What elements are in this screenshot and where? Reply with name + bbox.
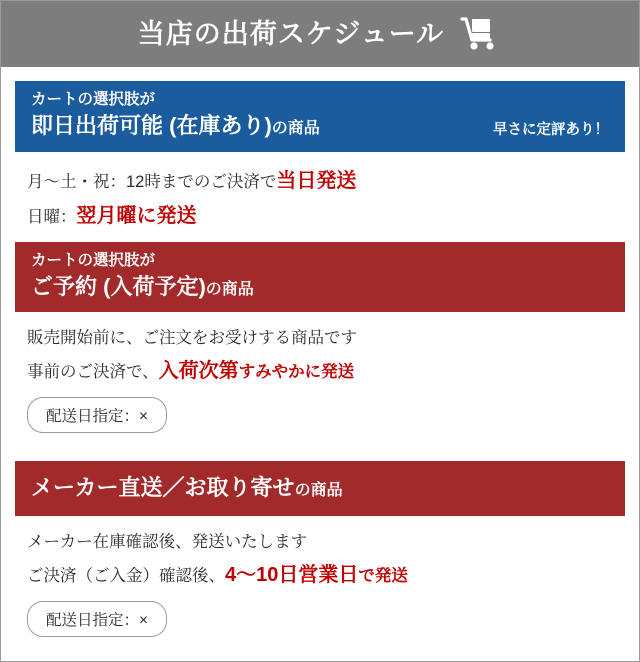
note-highlight-small: で発送 [358,567,408,586]
delivery-date-pill: 配送日指定：× [27,397,167,433]
band-main-label [31,473,609,503]
note-line [27,201,617,232]
delivery-date-pill: 配送日指定：× [27,601,167,637]
notes-immediate-shipping [15,152,625,242]
section-band-preorder [15,242,625,313]
hand-truck-icon [458,17,502,51]
note-line [27,356,617,387]
note-highlight: 入荷次第 [158,359,239,382]
note-label: 月～土・祝： [27,172,126,191]
content-area [1,67,639,643]
notes-preorder [15,312,625,439]
note-mid: 12時までのご決済で [126,172,277,191]
band-main-prefix: 即日出荷可能 (在庫あり) [31,112,272,138]
note-highlight: 当日発送 [276,169,357,192]
status-badge: 早さに定評あり！ [493,121,609,138]
note-line [27,326,617,352]
note-label: 販売開始前に、ご注文をお受けする商品です [27,329,357,348]
note-highlight: 4～10日営業日 [225,564,359,587]
note-highlight: 翌月曜に発送 [76,204,197,227]
note-label: 日曜： [27,207,77,226]
note-line [27,530,617,556]
page-title: 当店の出荷スケジュール [137,18,445,49]
page-header [1,1,639,67]
note-label: 事前のご決済で、 [27,362,159,381]
band-main-suffix: の商品 [294,481,343,499]
band-main-suffix: の商品 [271,119,320,137]
band-main-label [31,272,609,302]
note-label: メーカー在庫確認後、発送いたします [27,533,308,552]
note-line [27,166,617,197]
band-main-prefix: ご予約 (入荷予定) [31,273,206,299]
notes-dropship [15,516,625,643]
band-sub-label: カートの選択肢が [31,91,156,108]
note-line [27,560,617,591]
section-band-dropship [15,461,625,517]
band-main-prefix: メーカー直送／お取り寄せ [31,474,295,500]
band-main-suffix: の商品 [205,280,254,298]
note-highlight-small: すみやかに発送 [238,362,355,381]
section-band-immediate-shipping [15,81,625,152]
note-label: ご決済（ご入金）確認後、 [27,567,225,586]
band-sub-label: カートの選択肢が [31,251,156,269]
